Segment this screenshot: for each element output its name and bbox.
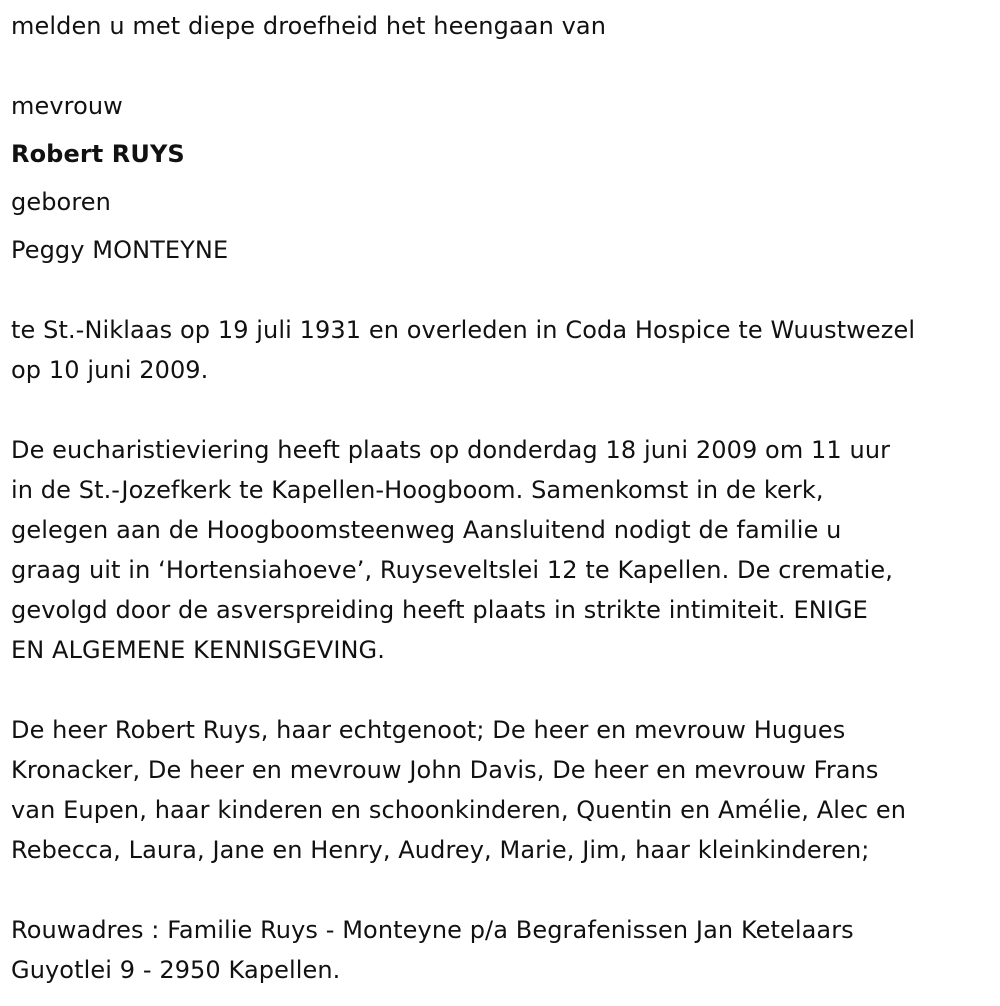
ceremony-line-1: De eucharistieviering heeft plaats op donderdag 18 juni 2009 om 11 uur <box>11 436 891 464</box>
ceremony-line-5: gevolgd door de asverspreiding heeft plaats in strikte intimiteit. ENIGE <box>11 596 868 624</box>
ceremony-line-4: graag uit in ‘Hortensiahoeve’, Ruyseveltslei 12 te Kapellen. De crematie, <box>11 556 893 584</box>
family-line-3: van Eupen, haar kinderen en schoonkinderen, Quentin en Amélie, Alec en <box>11 796 907 824</box>
ceremony-line-6: EN ALGEMENE KENNISGEVING. <box>11 636 385 664</box>
address-line-2: Guyotlei 9 - 2950 Kapellen. <box>11 956 341 984</box>
family-line-4: Rebecca, Laura, Jane en Henry, Audrey, Marie, Jim, haar kleinkinderen; <box>11 836 870 864</box>
birth-death-line-1: te St.-Niklaas op 19 juli 1931 en overleden in Coda Hospice te Wuustwezel <box>11 316 916 344</box>
family-line-2: Kronacker, De heer en mevrouw John Davis, De heer en mevrouw Frans <box>11 756 879 784</box>
intro-text: melden u met diepe droefheid het heengaan van <box>11 12 607 40</box>
family-line-1: De heer Robert Ruys, haar echtgenoot; De heer en mevrouw Hugues <box>11 716 846 744</box>
birth-death-line-2: op 10 juni 2009. <box>11 356 209 384</box>
deceased-name: Robert RUYS <box>11 140 185 168</box>
address-line-1: Rouwadres : Familie Ruys - Monteyne p/a Begrafenissen Jan Ketelaars <box>11 916 854 944</box>
ceremony-line-3: gelegen aan de Hoogboomsteenweg Aansluitend nodigt de familie u <box>11 516 842 544</box>
born-label: geboren <box>11 188 111 216</box>
maiden-name: Peggy MONTEYNE <box>11 236 229 264</box>
title-prefix: mevrouw <box>11 92 123 120</box>
ceremony-line-2: in de St.-Jozefkerk te Kapellen-Hoogboom. Samenkomst in de kerk, <box>11 476 824 504</box>
